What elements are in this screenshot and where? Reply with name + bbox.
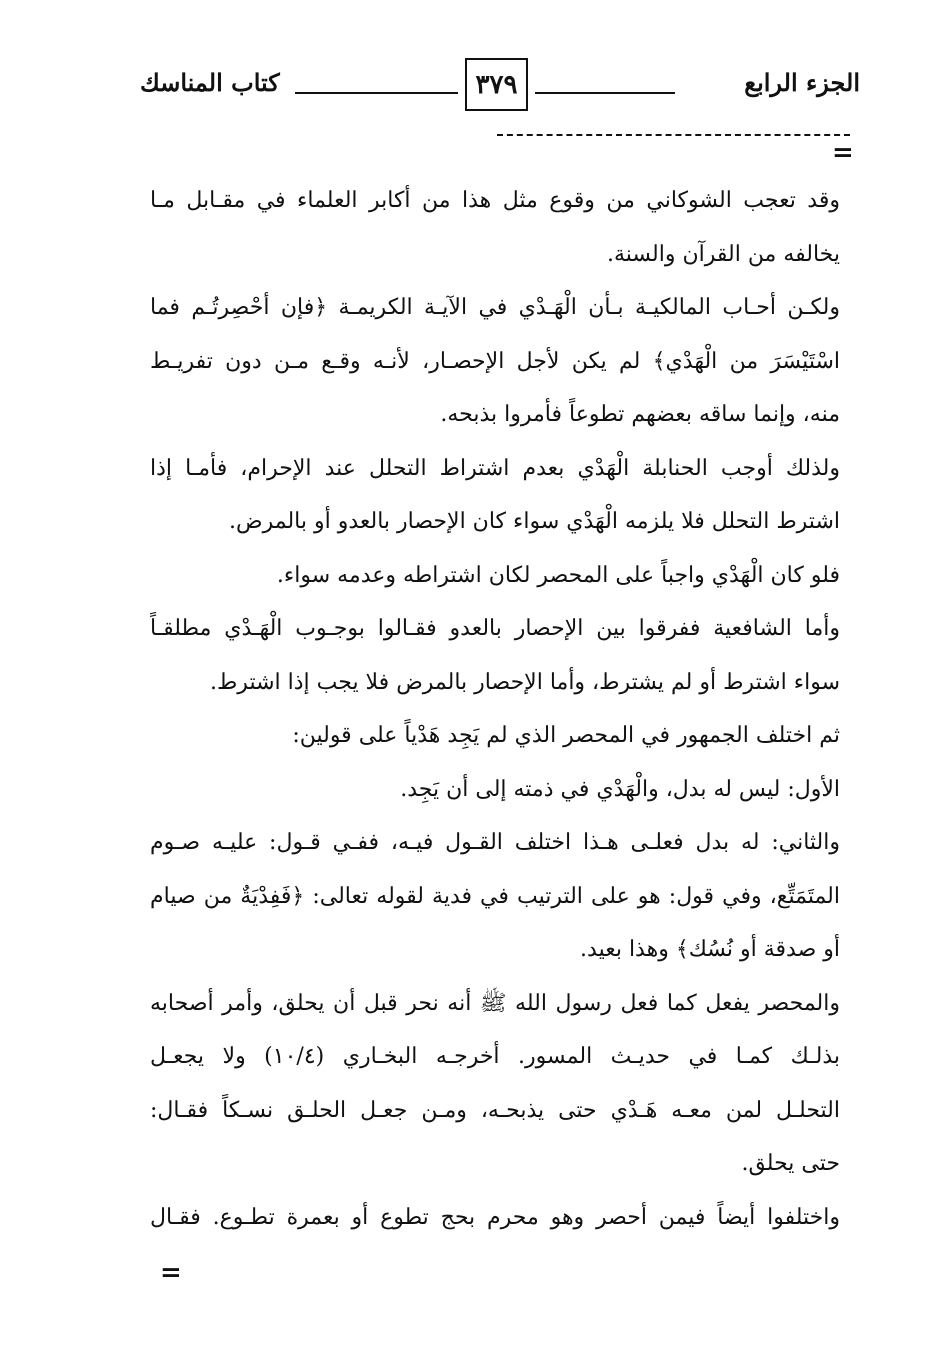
volume-title: الجزء الرابع	[744, 68, 860, 97]
page-header	[140, 58, 860, 118]
text-line: بذلـك كمـا في حديـث المسور. أخرجـه البخـاري (١٠/٤) ولا يجعـل	[150, 1044, 840, 1069]
body-text	[150, 174, 840, 1244]
continuation-mark-bottom: =	[160, 1258, 182, 1288]
text-line: وأما الشافعية ففرقوا بين الإحصار بالعدو فقـالوا بوجـوب الْهَـدْي مطلقـاً	[150, 616, 840, 641]
text-line: منه، وإنما ساقه بعضهم تطوعاً فأمروا بذبحه.	[440, 402, 840, 427]
text-line: فلو كان الْهَدْي واجباً على المحصر لكان اشتراطه وعدمه سواء.	[276, 562, 840, 588]
text-line: أو صدقة أو نُسُك﴾ وهذا بعيد.	[580, 937, 840, 962]
text-line: يخالفه من القرآن والسنة.	[606, 241, 840, 267]
text-line: حتى يحلق.	[741, 1151, 840, 1176]
text-line: اشترط التحلل فلا يلزمه الْهَدْي سواء كان الإحصار بالعدو أو بالمرض.	[229, 509, 840, 534]
text-line: وقد تعجب الشوكاني من وقوع مثل هذا من أكابر العلماء في مقـابل مـا	[150, 188, 840, 213]
text-line: والمحصر يفعل كما فعل رسول الله ﷺ أنه نحر قبل أن يحلق، وأمر أصحابه	[150, 990, 840, 1016]
header-rule-left	[295, 92, 458, 94]
text-line: المتَمَتِّع، وفي قول: هو على الترتيب في فدية لقوله تعالى: ﴿فَفِدْيَةٌ من صيام	[150, 883, 840, 909]
text-line: واختلفوا أيضاً فيمن أحصر وهو محرم بحج تطوع أو بعمرة تطـوع. فقـال	[150, 1204, 840, 1230]
text-line: اسْتَيْسَرَ من الْهَدْي﴾ لم يكن لأجل الإحصـار، لأنـه وقـع مـن دون تفريـط	[150, 348, 840, 374]
chapter-title: كتاب المناسك	[140, 68, 280, 97]
page-number-box	[465, 58, 528, 111]
header-rule-right	[535, 92, 675, 94]
page-number: ٣٧٩	[475, 69, 518, 100]
text-line: ولكـن أحـاب المالكيـة بـأن الْهَـدْي في الآيـة الكريمـة ﴿فإن أحْصِرتُـم فما	[150, 295, 840, 320]
text-line: والثاني: له بدل فعلـى هـذا اختلف القـول فيـه، ففـي قـول: عليـه صـوم	[150, 830, 840, 855]
continuation-mark-top: =	[832, 138, 854, 168]
text-line: ولذلك أوجب الحنابلة الْهَدْي بعدم اشتراط التحلل عند الإحرام، فأمـا إذا	[150, 455, 840, 481]
dashed-separator	[497, 134, 850, 136]
text-line: سواء اشترط أو لم يشترط، وأما الإحصار بالمرض فلا يجب إذا اشترط.	[209, 669, 840, 695]
text-line: التحلـل لمن معـه هَـدْي حتى يذبحـه، ومـن جعـل الحلـق نسـكاً فقـال:	[150, 1097, 840, 1123]
text-line: ثم اختلف الجمهور في المحصر الذي لم يَجِد هَدْياً على قولين:	[292, 723, 840, 748]
text-line: الأول: ليس له بدل، والْهَدْي في ذمته إلى أن يَجِد.	[400, 776, 840, 802]
